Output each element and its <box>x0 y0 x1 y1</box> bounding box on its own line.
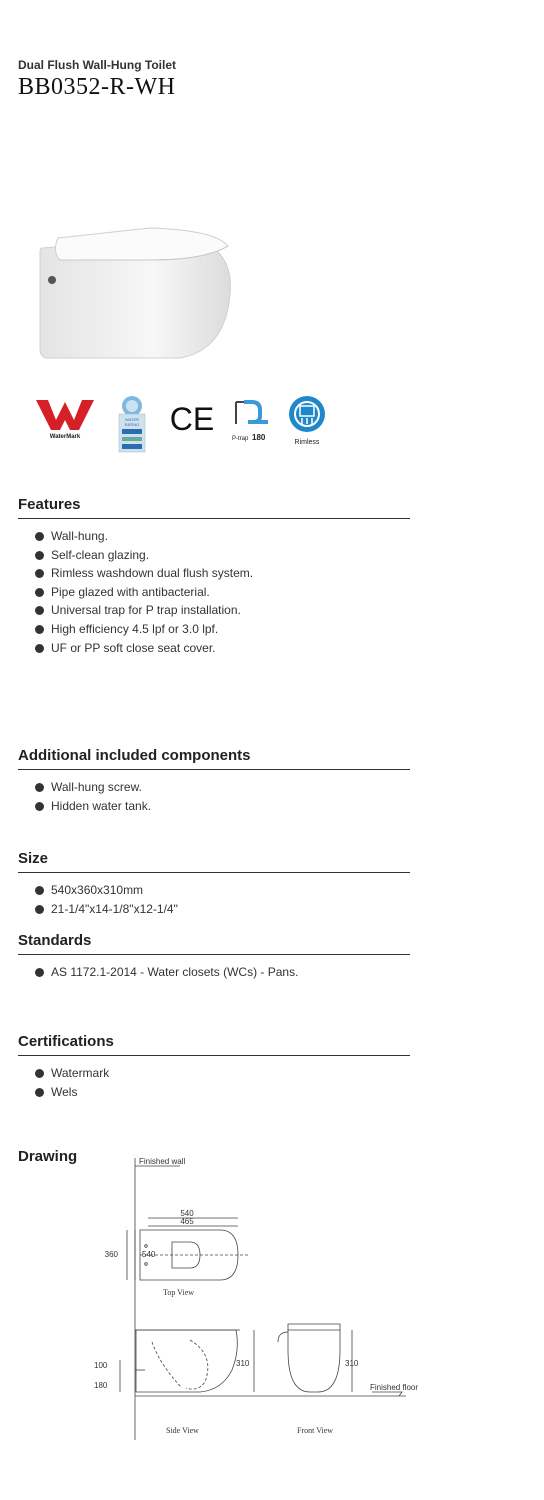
svg-text:Rimless: Rimless <box>294 439 320 446</box>
dimension-100-label: 100 <box>94 1361 108 1370</box>
standards-title: Standards <box>18 932 410 955</box>
product-image <box>30 220 260 380</box>
list-item: Wels <box>18 1083 410 1102</box>
finished-floor-label: Finished floor <box>370 1383 419 1392</box>
dimension-310-front-label: 310 <box>345 1359 359 1368</box>
dimension-180-label: 180 <box>94 1381 108 1390</box>
list-item: AS 1172.1-2014 - Water closets (WCs) - Pans. <box>18 963 410 982</box>
size-section <box>18 850 410 918</box>
drawing-title: Drawing <box>18 1148 78 1165</box>
side-view-label: Side View <box>166 1426 199 1435</box>
product-model: BB0352-R-WH <box>18 74 176 100</box>
front-view-label: Front View <box>297 1426 334 1435</box>
dimension-540-label: 540 <box>180 1209 194 1218</box>
list-item: High efficiency 4.5 lpf or 3.0 lpf. <box>18 620 410 639</box>
list-item: 21-1/4"x14-1/8"x12-1/4" <box>18 900 410 919</box>
svg-text:WaterMark: WaterMark <box>49 434 81 440</box>
certifications-section <box>18 1033 410 1101</box>
list-item: Pipe glazed with antibacterial. <box>18 583 410 602</box>
standards-section <box>18 932 410 982</box>
standards-list <box>18 963 410 982</box>
product-subtitle: Dual Flush Wall-Hung Toilet <box>18 58 176 72</box>
dimension-310-side-label: 310 <box>236 1359 250 1368</box>
certifications-title: Certifications <box>18 1033 410 1056</box>
features-section <box>18 496 410 657</box>
components-section <box>18 747 410 815</box>
list-item: UF or PP soft close seat cover. <box>18 639 410 658</box>
technical-drawing <box>90 1150 420 1445</box>
size-title: Size <box>18 850 410 873</box>
dimension-small-540-label: 540 <box>142 1250 156 1259</box>
rimless-icon <box>285 394 329 448</box>
dimension-465-label: 465 <box>180 1217 194 1226</box>
svg-text:180: 180 <box>252 433 266 442</box>
finished-wall-label: Finished wall <box>139 1157 186 1166</box>
list-item: Self-clean glazing. <box>18 546 410 565</box>
svg-text:P-trap: P-trap <box>232 436 249 442</box>
components-list <box>18 778 410 815</box>
svg-text:CE: CE <box>169 402 215 436</box>
svg-text:WATER: WATER <box>125 417 139 422</box>
components-title: Additional included components <box>18 747 410 770</box>
top-view-label: Top View <box>163 1288 195 1297</box>
features-list <box>18 527 410 657</box>
certifications-list <box>18 1064 410 1101</box>
features-title: Features <box>18 496 410 519</box>
wels-rating-icon <box>115 394 149 454</box>
list-item: Universal trap for P trap installation. <box>18 601 410 620</box>
list-item: Watermark <box>18 1064 410 1083</box>
certification-badges <box>30 392 350 456</box>
watermark-logo-icon <box>34 396 96 440</box>
list-item: Rimless washdown dual flush system. <box>18 564 410 583</box>
list-item: 540x360x310mm <box>18 881 410 900</box>
list-item: Hidden water tank. <box>18 797 410 816</box>
p-trap-icon <box>230 394 270 446</box>
size-list <box>18 881 410 918</box>
list-item: Wall-hung screw. <box>18 778 410 797</box>
ce-mark-icon <box>168 402 216 436</box>
svg-text:RATING: RATING <box>124 422 140 427</box>
list-item: Wall-hung. <box>18 527 410 546</box>
dimension-360-label: 360 <box>104 1250 118 1259</box>
